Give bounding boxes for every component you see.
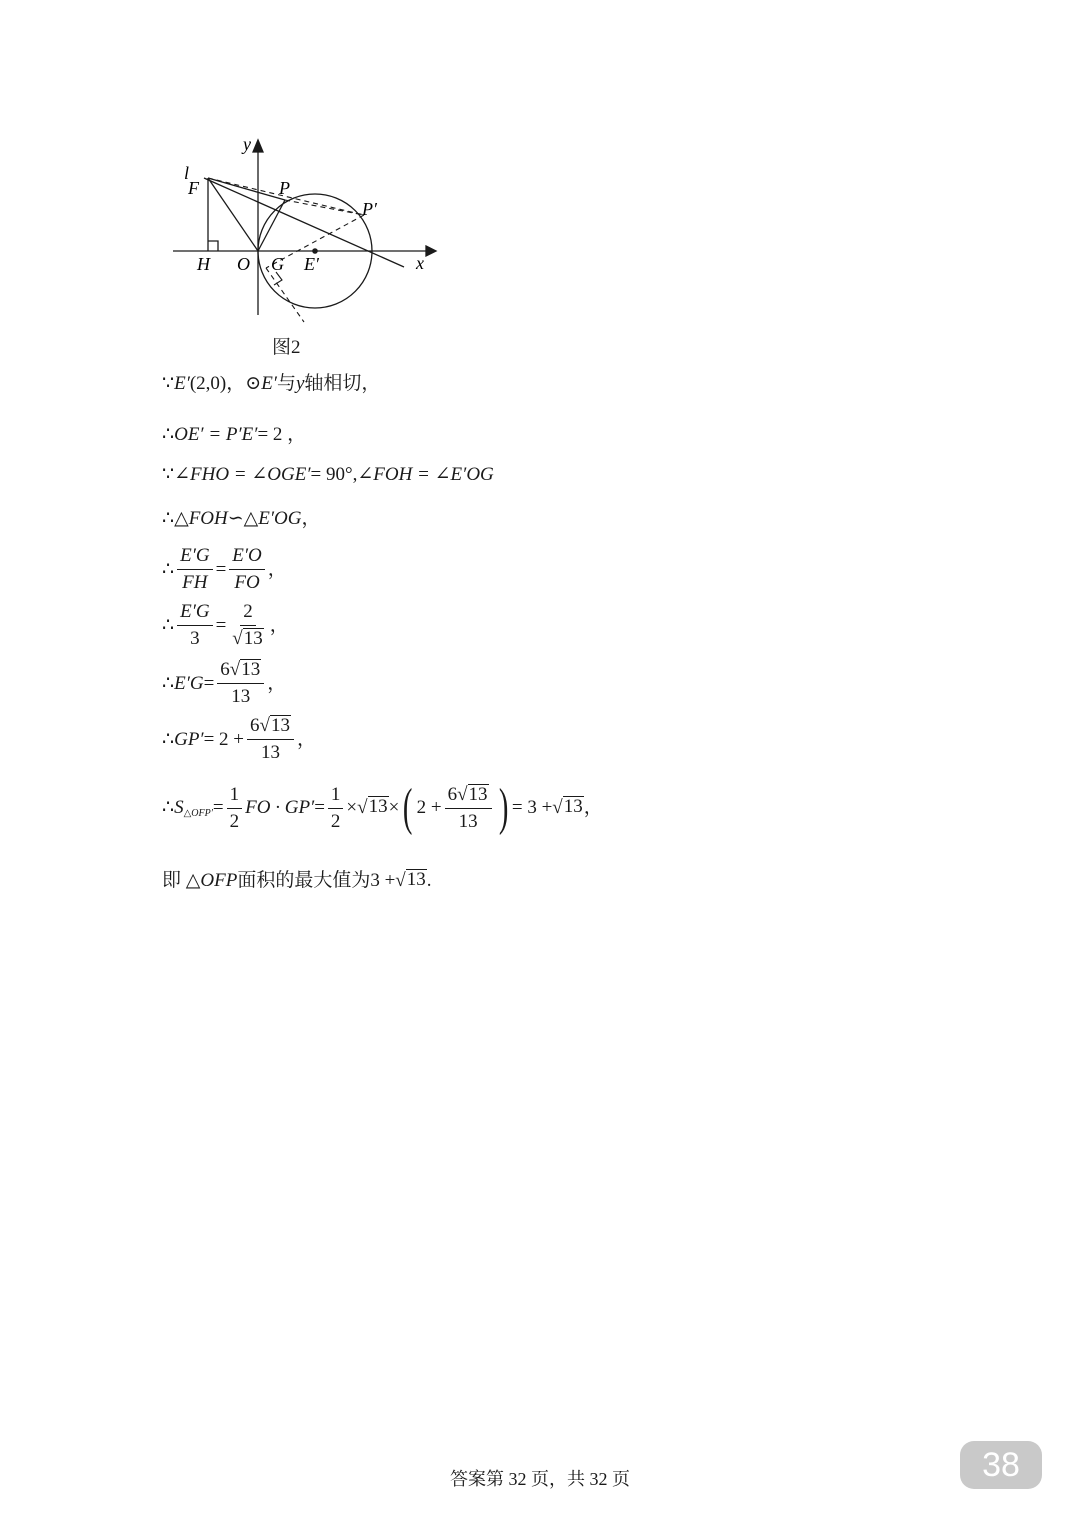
solution-line-2: ∴ OE′ = P′E′ = 2 ， [162,424,307,445]
solution-line-9: ∴ S △OFP′ = $\frac{1}{2}$ FO · GP′ = $\frac{1}{2}$ × √ 13 × ( 2 + 6 √ 13 13 ) = 3 + √ 13 ， [162,779,603,836]
solution-line-10: 即 △ OFP 面积的最大值为 3 + √ 13 . [162,869,432,891]
perpendicular-line [266,268,304,322]
fraction: $\frac{E'O}{FO}$ [229,545,264,594]
figure-caption: 图2 [272,337,301,358]
fraction: 6 √ 13 13 [445,784,492,833]
fraction: 2 √ 13 [232,601,263,649]
label-y: y [243,134,251,154]
label-f: F [188,178,199,198]
label-o: O [237,254,250,274]
fraction: 6 √ 13 13 [217,659,264,708]
square-root: √ 13 [552,796,583,818]
label-e-prime: E′ [304,254,319,274]
square-root: √ 13 [395,869,426,891]
square-root: √ 13 [457,783,488,805]
x-axis-arrow [426,246,436,256]
solution-line-8: ∴ GP′ = 2 + 6 √ 13 13 ， [162,715,316,763]
page-footer: 答案第 32 页，共 32 页 [450,1469,630,1489]
solution-line-1: ∵ E′ (2,0) ， ⊙ E′ 与 y 轴相切， [162,373,381,394]
solution-line-7: ∴ E′G = 6 √ 13 13 ， [162,659,287,707]
fraction: $\frac{E'G}{3}$ [177,601,212,650]
page-number-badge: 38 [960,1441,1042,1489]
label-p-prime: P′ [362,199,377,219]
solution-line-5: ∴ $\frac{E'G}{FH}$ = $\frac{E'O}{FO}$ ， [162,545,287,593]
solution-line-3: ∵ ∠FHO = ∠OGE′ = 90°, ∠FOH = ∠E′OG [162,464,494,485]
geometry-figure [168,130,438,360]
solution-line-6: ∴ $\frac{E'G}{3}$ = 2 √ 13 ， [162,601,289,649]
square-root: √ 13 [232,628,263,649]
square-root: √ 13 [229,659,261,680]
label-h: H [197,254,210,274]
solution-line-4: ∴ △FOH∽△E′OG ， [162,508,321,529]
segment-fo [208,178,258,251]
fraction: $\frac{E'G}{FH}$ [177,545,212,594]
right-angle-h [208,241,218,251]
label-p: P [279,178,290,198]
y-axis-arrow [253,140,263,152]
square-root: √ 13 [259,715,290,736]
center-e-prime-dot [312,248,318,254]
fraction: $\frac{1}{2}$ [227,784,243,833]
square-root: √ 13 [357,796,388,818]
label-l: l [184,163,190,183]
fraction: $\frac{1}{2}$ [328,784,344,833]
label-x: x [416,253,424,273]
fraction: 6 √ 13 13 [247,715,294,764]
label-g: G [271,254,284,274]
